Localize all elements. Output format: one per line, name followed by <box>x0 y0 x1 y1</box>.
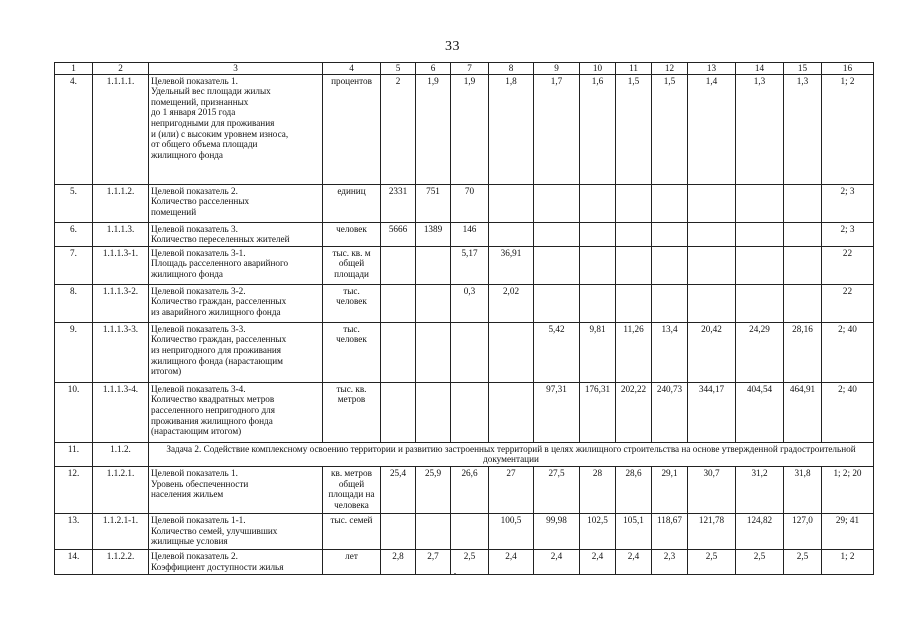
value-cell: 26,6 <box>451 466 489 513</box>
value-cell: 1,8 <box>489 74 534 184</box>
value-cell: 97,31 <box>534 382 580 442</box>
column-header: 9 <box>534 63 580 75</box>
value-cell: 0,3 <box>451 284 489 322</box>
row-number: 4. <box>55 74 93 184</box>
indicator-table <box>54 62 874 575</box>
value-cell <box>534 246 580 284</box>
value-cell: 1,5 <box>652 74 688 184</box>
page-number: 33 <box>445 39 460 54</box>
source-cell: 29; 41 <box>822 513 874 549</box>
value-cell <box>416 322 451 382</box>
indicator-name: Целевой показатель 1. Удельный вес площади жилых помещений, признанных до 1 января 2015 года непригодными для проживания и (или) с высоким уровнем износа, от общего объема площади жилищного фонда <box>149 74 323 184</box>
row-number: 5. <box>55 184 93 222</box>
value-cell: 30,7 <box>688 466 736 513</box>
value-cell: 1389 <box>416 222 451 246</box>
table-row <box>55 549 874 574</box>
value-cell: 2,5 <box>736 549 784 574</box>
value-cell <box>784 246 822 284</box>
unit-cell: тыс. человек <box>323 284 381 322</box>
source-cell: 2; 3 <box>822 222 874 246</box>
indicator-name: Целевой показатель 3-4. Количество квадратных метров расселенного непригодного для проживания жилищного фонда (нарастающим итогом) <box>149 382 323 442</box>
value-cell: 127,0 <box>784 513 822 549</box>
row-number: 10. <box>55 382 93 442</box>
value-cell <box>489 184 534 222</box>
value-cell <box>580 184 616 222</box>
row-code: 1.1.2.2. <box>93 549 149 574</box>
indicator-name: Целевой показатель 2. Количество расселенных помещений <box>149 184 323 222</box>
value-cell: 2,7 <box>416 549 451 574</box>
value-cell <box>580 284 616 322</box>
value-cell <box>736 246 784 284</box>
column-header: 13 <box>688 63 736 75</box>
value-cell <box>784 222 822 246</box>
value-cell: 5,42 <box>534 322 580 382</box>
value-cell: 121,78 <box>688 513 736 549</box>
indicator-name: Целевой показатель 3. Количество переселенных жителей <box>149 222 323 246</box>
row-number: 13. <box>55 513 93 549</box>
column-header: 1 <box>55 63 93 75</box>
value-cell: 176,31 <box>580 382 616 442</box>
value-cell <box>688 184 736 222</box>
table-row <box>55 184 874 222</box>
value-cell: 28,16 <box>784 322 822 382</box>
scan-dot <box>454 573 456 574</box>
value-cell <box>451 382 489 442</box>
value-cell <box>416 382 451 442</box>
value-cell: 5,17 <box>451 246 489 284</box>
column-header: 4 <box>323 63 381 75</box>
unit-cell: процентов <box>323 74 381 184</box>
row-code: 1.1.1.3-4. <box>93 382 149 442</box>
row-code: 1.1.2.1. <box>93 466 149 513</box>
value-cell <box>381 513 416 549</box>
value-cell: 2,5 <box>784 549 822 574</box>
value-cell: 20,42 <box>688 322 736 382</box>
unit-cell: лет <box>323 549 381 574</box>
column-header: 10 <box>580 63 616 75</box>
table-header-row <box>55 63 874 75</box>
value-cell <box>616 284 652 322</box>
table-row <box>55 246 874 284</box>
value-cell <box>534 184 580 222</box>
value-cell <box>381 382 416 442</box>
value-cell <box>416 246 451 284</box>
column-header: 2 <box>93 63 149 75</box>
value-cell <box>489 322 534 382</box>
row-code: 1.1.1.3. <box>93 222 149 246</box>
value-cell <box>580 246 616 284</box>
value-cell <box>489 382 534 442</box>
row-code: 1.1.1.1. <box>93 74 149 184</box>
value-cell <box>652 184 688 222</box>
value-cell: 2 <box>381 74 416 184</box>
column-header: 3 <box>149 63 323 75</box>
value-cell: 1,3 <box>736 74 784 184</box>
value-cell: 70 <box>451 184 489 222</box>
value-cell: 31,8 <box>784 466 822 513</box>
value-cell <box>381 322 416 382</box>
row-number: 12. <box>55 466 93 513</box>
source-cell: 1; 2 <box>822 549 874 574</box>
value-cell: 1,9 <box>416 74 451 184</box>
value-cell: 2,02 <box>489 284 534 322</box>
value-cell: 2,3 <box>652 549 688 574</box>
unit-cell: человек <box>323 222 381 246</box>
column-header: 7 <box>451 63 489 75</box>
unit-cell: кв. метров общей площади на человека <box>323 466 381 513</box>
value-cell: 2,4 <box>580 549 616 574</box>
column-header: 15 <box>784 63 822 75</box>
value-cell <box>451 513 489 549</box>
value-cell <box>616 222 652 246</box>
source-cell: 22 <box>822 246 874 284</box>
value-cell <box>736 222 784 246</box>
value-cell: 13,4 <box>652 322 688 382</box>
source-cell: 2; 40 <box>822 382 874 442</box>
row-code: 1.1.1.3-1. <box>93 246 149 284</box>
source-cell: 1; 2; 20 <box>822 466 874 513</box>
column-header: 14 <box>736 63 784 75</box>
value-cell <box>652 222 688 246</box>
value-cell <box>416 284 451 322</box>
value-cell: 1,7 <box>534 74 580 184</box>
source-cell: 2; 40 <box>822 322 874 382</box>
value-cell: 9,81 <box>580 322 616 382</box>
value-cell: 118,67 <box>652 513 688 549</box>
row-number: 6. <box>55 222 93 246</box>
value-cell: 1,9 <box>451 74 489 184</box>
value-cell <box>652 284 688 322</box>
indicator-name: Целевой показатель 3-1. Площадь расселенного аварийного жилищного фонда <box>149 246 323 284</box>
value-cell: 2331 <box>381 184 416 222</box>
value-cell: 1,3 <box>784 74 822 184</box>
row-code: 1.1.1.2. <box>93 184 149 222</box>
value-cell: 1,4 <box>688 74 736 184</box>
value-cell: 31,2 <box>736 466 784 513</box>
value-cell <box>534 222 580 246</box>
value-cell: 27 <box>489 466 534 513</box>
value-cell <box>616 184 652 222</box>
value-cell: 464,91 <box>784 382 822 442</box>
column-header: 11 <box>616 63 652 75</box>
value-cell: 100,5 <box>489 513 534 549</box>
value-cell: 36,91 <box>489 246 534 284</box>
row-code: 1.1.1.3-2. <box>93 284 149 322</box>
table-row <box>55 74 874 184</box>
value-cell: 105,1 <box>616 513 652 549</box>
value-cell: 99,98 <box>534 513 580 549</box>
task-description: Задача 2. Содействие комплексному освоению территории и развитию застроенных территорий в целях жилищного строительства на основе утвержденной градостроительной документации <box>149 442 874 466</box>
value-cell <box>451 322 489 382</box>
value-cell: 2,4 <box>489 549 534 574</box>
unit-cell: тыс. кв. метров <box>323 382 381 442</box>
value-cell: 102,5 <box>580 513 616 549</box>
unit-cell: единиц <box>323 184 381 222</box>
value-cell: 2,5 <box>451 549 489 574</box>
row-number: 9. <box>55 322 93 382</box>
row-number: 8. <box>55 284 93 322</box>
value-cell: 344,17 <box>688 382 736 442</box>
value-cell <box>784 184 822 222</box>
value-cell: 25,4 <box>381 466 416 513</box>
value-cell <box>736 284 784 322</box>
value-cell: 27,5 <box>534 466 580 513</box>
column-header: 8 <box>489 63 534 75</box>
indicator-name: Целевой показатель 3-2. Количество граждан, расселенных из аварийного жилищного фонда <box>149 284 323 322</box>
value-cell <box>688 284 736 322</box>
value-cell: 240,73 <box>652 382 688 442</box>
source-cell: 22 <box>822 284 874 322</box>
column-header: 5 <box>381 63 416 75</box>
source-cell: 2; 3 <box>822 184 874 222</box>
row-code: 1.1.2. <box>93 442 149 466</box>
unit-cell: тыс. человек <box>323 322 381 382</box>
value-cell <box>489 222 534 246</box>
value-cell: 1,5 <box>616 74 652 184</box>
value-cell: 5666 <box>381 222 416 246</box>
value-cell: 751 <box>416 184 451 222</box>
value-cell <box>784 284 822 322</box>
indicator-name: Целевой показатель 1. Уровень обеспеченности населения жильем <box>149 466 323 513</box>
value-cell <box>381 284 416 322</box>
value-cell <box>688 246 736 284</box>
value-cell <box>616 246 652 284</box>
unit-cell: тыс. кв. м общей площади <box>323 246 381 284</box>
value-cell: 25,9 <box>416 466 451 513</box>
value-cell <box>416 513 451 549</box>
value-cell: 2,5 <box>688 549 736 574</box>
column-header: 16 <box>822 63 874 75</box>
indicator-name: Целевой показатель 2. Коэффициент доступности жилья <box>149 549 323 574</box>
row-number: 11. <box>55 442 93 466</box>
value-cell: 146 <box>451 222 489 246</box>
value-cell: 1,6 <box>580 74 616 184</box>
table-row <box>55 322 874 382</box>
row-number: 7. <box>55 246 93 284</box>
value-cell <box>381 246 416 284</box>
table-row <box>55 442 874 466</box>
row-code: 1.1.2.1-1. <box>93 513 149 549</box>
value-cell: 124,82 <box>736 513 784 549</box>
value-cell: 202,22 <box>616 382 652 442</box>
source-cell: 1; 2 <box>822 74 874 184</box>
value-cell <box>736 184 784 222</box>
value-cell: 24,29 <box>736 322 784 382</box>
table-row <box>55 513 874 549</box>
table-row <box>55 222 874 246</box>
value-cell: 2,4 <box>616 549 652 574</box>
value-cell <box>652 246 688 284</box>
table-row <box>55 284 874 322</box>
value-cell: 2,4 <box>534 549 580 574</box>
column-header: 12 <box>652 63 688 75</box>
value-cell: 28 <box>580 466 616 513</box>
indicator-name: Целевой показатель 1-1. Количество семей, улучшивших жилищные условия <box>149 513 323 549</box>
value-cell: 11,26 <box>616 322 652 382</box>
table-row <box>55 466 874 513</box>
unit-cell: тыс. семей <box>323 513 381 549</box>
value-cell <box>688 222 736 246</box>
column-header: 6 <box>416 63 451 75</box>
value-cell: 28,6 <box>616 466 652 513</box>
row-number: 14. <box>55 549 93 574</box>
value-cell: 404,54 <box>736 382 784 442</box>
value-cell <box>534 284 580 322</box>
indicator-name: Целевой показатель 3-3. Количество граждан, расселенных из непригодного для проживания жилищного фонда (нарастающим итогом) <box>149 322 323 382</box>
value-cell: 29,1 <box>652 466 688 513</box>
table-row <box>55 382 874 442</box>
row-code: 1.1.1.3-3. <box>93 322 149 382</box>
value-cell <box>580 222 616 246</box>
value-cell: 2,8 <box>381 549 416 574</box>
